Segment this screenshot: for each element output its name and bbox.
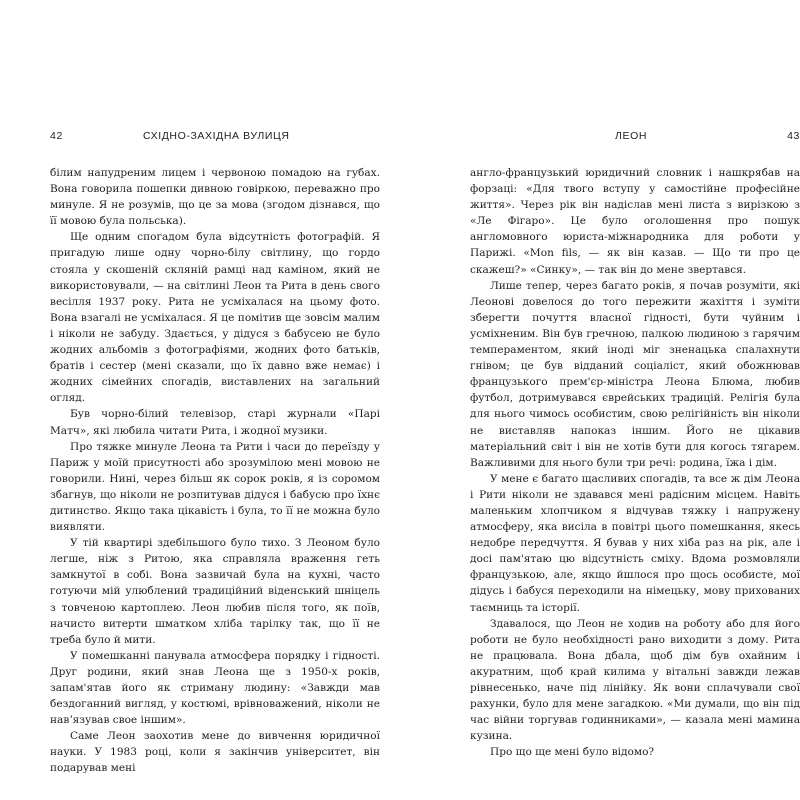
paragraph: Лише тепер, через багато років, я почав розуміти, які Леонові довелося до того пережити жахіття і зуміти зберегти почуття власної гідності, бути чуйним і усміхненим. Він був гречною, палкою людиною з гарячим темпераментом, який іноді міг зненацька спалахнути гнівом; це був відданий соціаліст, який обожнював французького прем'єр-міністра Леона Блюма, любив футбол, дотримувався єврейських традицій. Релігія була для нього чимось особистим, свою релігійність він ніколи не виставляв напоказ іншим. Його не цікавив матеріальний світ і він не хотів бути для когось тягарем. Важливими для нього були три речі: родина, їжа і дім. xyxy=(470,279,800,469)
page-number: 43 xyxy=(787,130,800,142)
body-text xyxy=(470,165,800,760)
running-head-title: ЛЕОН xyxy=(615,130,648,142)
running-head xyxy=(50,130,380,146)
paragraph: Про тяжке минуле Леона та Рити і часи до переїзду у Париж у моїй присутності або зрозумілою мені мовою не говорили. Нині, через більш як сорок років, я із соромом збагнув, що ніколи не розпитував дідуся і бабусю про їхнє дитинство. Якщо така цікавість і була, то її не можна було виявляти. xyxy=(50,440,380,534)
paragraph: Про що ще мені було відомо? xyxy=(490,746,655,759)
paragraph: білим напудреним лицем і червоною помадою на губах. Вона говорила пошепки дивною говіркою, переважно про минуле. Я не розумів, що це за мова (згодом дізнався, що її мовою була польська). xyxy=(50,167,380,228)
paragraph: У помешканні панувала атмосфера порядку і гідності. Друг родини, який знав Леона ще з 1950-х років, запам'ятав його як стриману людину: «Завжди мав бездоганний вигляд, у костюмі, врівноважений, ніколи не навʼязував свое іншим». xyxy=(50,649,380,727)
paragraph: У мене є багато щасливих спогадів, та все ж дім Леона і Рити ніколи не здавався мені радісним місцем. Навіть маленьким хлопчиком я відчував тяжку і напружену атмосферу, яка висіла в повітрі цього помешкання, якесь недобре передчуття. Я бував у них хіба раз на рік, але і досі пам'ятаю цю відсутність сміху. Вдома розмовляли французькою, але, якщо йшлося про щось особисте, мої дідусь і бабуся переходили на німецьку, мову прихованих таємниць та історії. xyxy=(470,472,800,614)
running-head-title: СХІДНО-ЗАХІДНА ВУЛИЦЯ xyxy=(143,130,290,142)
body-text xyxy=(50,165,380,777)
paragraph: Ще одним спогадом була відсутність фотографій. Я пригадую лише одну чорно-білу світлину, що гордо стояла у скошеній скляній рамці над каміном, який не використовували, — на світлині Леон та Рита в день свого весілля 1937 року. Рита не усміхалася на цьому фото. Вона взагалі не усміхалася. Я це помітив ще зовсім малим і ніколи не забуду. Здається, у дідуся з бабусею не було жодних альбомів з фотографіями, жодних фото батьків, братів і сестер (мені сказали, що їх давно вже немає) і жодних сімейних спогадів, виставлених на загальний огляд. xyxy=(50,231,380,405)
paragraph: Здавалося, що Леон не ходив на роботу або для його роботи не було необхідності рано виходити з дому. Рита не працювала. Вона дбала, щоб дім був охайним і акуратним, щоб край килима у вітальні завжди лежав рівнесенько, наче під лінійку. Як вони сплачували свої рахунки, було для мене загадкою. «Ми думали, що він під час війни торгував годинниками», — казала мені мамина кузина. xyxy=(470,617,800,743)
paragraph: Саме Леон заохотив мене до вивчення юридичної науки. У 1983 році, коли я закінчив університет, він подарував мені xyxy=(50,730,380,775)
running-head xyxy=(470,130,800,146)
page-number: 42 xyxy=(50,130,63,142)
paragraph: англо-французький юридичний словник і нашкрябав на форзаці: «Для твого вступу у самостійне професійне життя». Через рік він надіслав мені листа з вирізкою з «Ле Фігаро». Це було оголошення про пошук англомовного юриста-міжнародника для роботи у Парижі. «Mon fils, — як він казав. — Що ти про це скажеш?» «Синку», — так він до мене звертався. xyxy=(470,167,800,276)
paragraph: Був чорно-білий телевізор, старі журнали «Парі Матч», які любила читати Рита, і жодної музики. xyxy=(50,408,380,437)
paragraph: У тій квартирі здебільшого було тихо. З Леоном було легше, ніж з Ритою, яка справляла враження геть замкнутої в собі. Вона зазвичай була на кухні, часто готуючи мій улюблений традиційний віденський шніцель з товченою картоплею. Леон любив після того, як поїв, начисто витерти шматком хліба тарілку так, що її не треба було й мити. xyxy=(50,537,380,646)
